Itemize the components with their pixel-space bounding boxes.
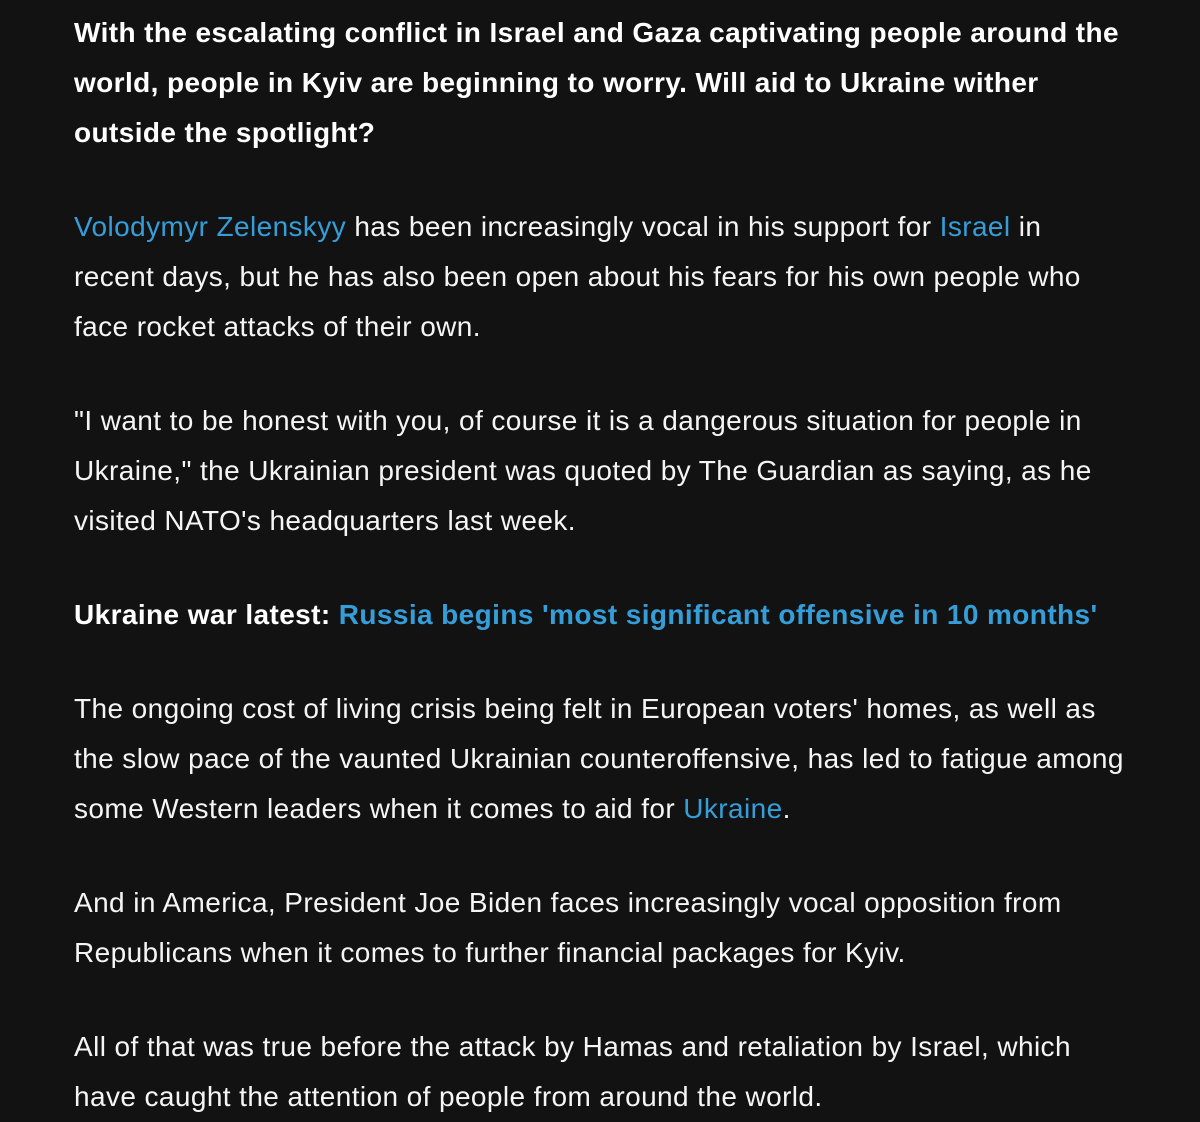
intro-paragraph: With the escalating conflict in Israel and Gaza captivating people around the world, people in Kyiv are beginning to worry. Will aid to Ukraine wither outside the spotlight? <box>74 17 1119 148</box>
text-segment: in recent days, but he has also been open about his fears for his own people who face rocket attacks of their own. <box>74 211 1081 342</box>
link-ukraine[interactable]: Ukraine <box>683 793 783 824</box>
paragraph-zelenskyy <box>74 202 1126 352</box>
paragraph-biden: And in America, President Joe Biden faces increasingly vocal opposition from Republicans when it comes to further financial packages for Kyiv. <box>74 887 1062 968</box>
paragraph-war-latest <box>74 590 1126 640</box>
text-segment: The ongoing cost of living crisis being felt in European voters' homes, as well as the slow pace of the vaunted Ukrainian counteroffensive, has led to fatigue among some Western leaders when it comes to aid for <box>74 693 1124 824</box>
paragraph-quote: "I want to be honest with you, of course it is a dangerous situation for people in Ukraine," the Ukrainian president was quoted by The Guardian as saying, as he visited NATO's headquarters last week. <box>74 405 1092 536</box>
link-russia-offensive[interactable]: Russia begins 'most significant offensive in 10 months' <box>338 599 1098 630</box>
paragraph-fatigue <box>74 684 1126 834</box>
text-segment: . <box>782 793 791 824</box>
war-latest-label: Ukraine war latest: <box>74 599 339 630</box>
link-israel[interactable]: Israel <box>939 211 1011 242</box>
paragraph-hamas: All of that was true before the attack by Hamas and retaliation by Israel, which have caught the attention of people from around the world. <box>74 1031 1071 1112</box>
text-segment: has been increasingly vocal in his support for <box>346 211 940 242</box>
link-volodymyr-zelenskyy[interactable]: Volodymyr Zelenskyy <box>74 211 347 242</box>
